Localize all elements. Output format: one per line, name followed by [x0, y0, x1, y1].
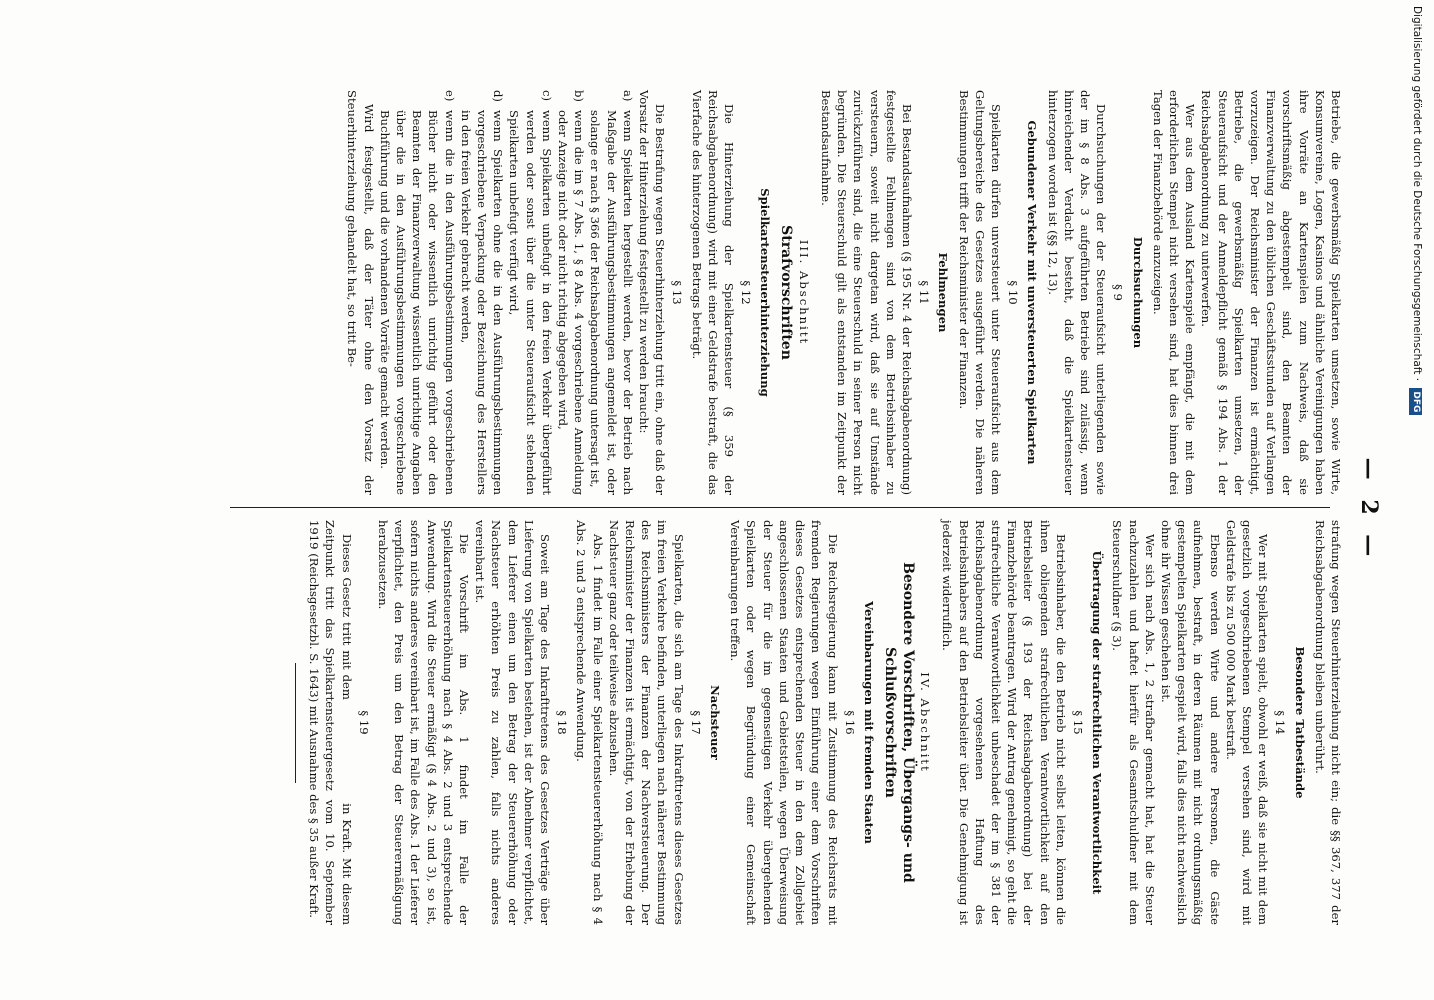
paragraph: Bei Bestandsaufnahmen (§ 195 Nr. 4 der Reichsabgabenordnung) festgestellte Fehlmengen sind von dem Betriebsinhaber zu versteuern, soweit nicht dargetan wird, daß sie auf Umstände zurückzuführen sind, die eine Steuerschuld in seiner Person nicht begründen. Die Steuerschuld gilt als entstanden im Zeitpunkt der Bestandsaufnahme. [818, 90, 914, 495]
section-number: § 9 [1111, 284, 1126, 301]
column-divider [230, 507, 1330, 508]
section-number: § 13 [670, 280, 685, 305]
heading-nachsteuer: Nachsteuer [708, 685, 723, 760]
list-text: wenn Spielkarten hergestellt werden, bevor der Betrieb nach Maßgabe der Ausführungsbestimmungen angemeldet ist, oder solange er nach § 366 der Reichsabgabenordnung untersagt ist, [588, 110, 635, 495]
heading-durchsuchungen: Durchsuchungen [1130, 236, 1145, 349]
section-number: § 16 [842, 710, 857, 735]
list-text: wenn die in den Ausführungsbestimmungen vorgeschriebenen Bücher nicht oder wissentlich unrichtig geführt oder den Beamten der Finanzverwaltung wissentlich unrichtige Angaben über die in den Ausführungsbestimmungen vorgeschriebene Buchführung und die vorhandenen Vorräte gemacht werden. [377, 110, 457, 495]
paragraph: strafung wegen Steuerhinterziehung nicht ein; die §§ 367, 377 der Reichsabgabenordnung bleiben unberührt. [1312, 520, 1343, 925]
heading-gebundener-verkehr: Gebundener Verkehr mit unversteuerten Spielkarten [1025, 120, 1040, 465]
list-label: c) [539, 90, 554, 102]
paragraph: Die Hinterziehung der Spielkartensteuer (§ 359 der Reichsabgabenordnung) wird mit einer Geldstrafe bestraft, die das Vierfache des hinterzogenen Betrags beträgt. [689, 90, 737, 495]
paragraph: Abs. 1 findet im Falle einer Spielkartensteuererhöhung nach § 4 Abs. 2 und 3 entsprechende Anwendung. [574, 520, 605, 925]
section-number: § 10 [1006, 280, 1021, 305]
section-number: § 11 [917, 280, 932, 305]
section-number: § 12 [739, 280, 754, 305]
dfg-logo: DFG [1409, 388, 1422, 415]
heading-hinterziehung: Spielkartensteuerhinterziehung [758, 188, 773, 397]
credit-text-line: Digitalisierung gefördert durch die Deutsche Forschungsgemeinschaft · DFG [1408, 6, 1426, 994]
list-label: b) [572, 90, 587, 102]
section-number: § 19 [356, 710, 371, 735]
rotated-page-content [80, 90, 1390, 930]
list-item [458, 90, 507, 495]
heading-vereinbarungen: Vereinbarungen mit fremden Staaten [861, 601, 876, 844]
paragraph: Die Bestrafung wegen Steuerhinterziehung tritt ein, ohne daß der Vorsatz der Hinterziehung festgestellt zu werden braucht: [637, 90, 668, 495]
list-item [587, 90, 636, 495]
paragraph: Ebenso werden Wirte und andere Personen, die Gäste aufnehmen, bestraft, in deren Räumen mit nicht ordnungsmäßig gestempelten Spielkarten gespielt wird, falls dies nicht nachweislich ohne ihr Wissen geschehen ist. [1158, 520, 1222, 925]
list-text: wenn Spielkarten ohne die in den Ausführungsbestimmungen vorgeschriebene Verpackung oder Bezeichnung des Herstellers in den freien Verkehr gebracht werden, [458, 110, 506, 495]
end-rule [295, 663, 296, 783]
paragraph: Durchsuchungen der der Steueraufsicht unterliegenden sowie der im § 8 Abs. 3 aufgeführten Betriebe sind zulässig, wenn hinreichender Verdacht besteht, daß die Spielkartensteuer hinterzogen worden ist (§§ 12, 13). [1045, 90, 1109, 495]
heading-strafvorschriften: Strafvorschriften [778, 225, 795, 360]
abschnitt-label: IV. Abschnitt [918, 672, 933, 773]
list-text: wenn Spielkarten unbefugt in den freien Verkehr übergeführt werden oder sonst über die unter Steueraufsicht stehenden Spielkarten unbefugt verfügt wird, [507, 110, 554, 495]
left-column [82, 90, 1344, 495]
paragraph: Wird festgestellt, daß der Täter ohne den Vorsatz der Steuerhinterziehung gehandelt hat, so tritt Be- [345, 90, 376, 495]
list-item [377, 90, 458, 495]
paragraph: Betriebe, die gewerbsmäßig Spielkarten umsetzen, sowie Wirte, Konsumvereine, Logen, Kasinos und ähnliche Vereinigungen haben ihre Vorräte an Kartenspielen zum Nachweis, daß sie vorschriftsmäßig abgestempelt sind, den Beamten der Finanzverwaltung zu den üblichen Geschäftsstunden auf Verlangen vorzuzeigen. Der Reichsminister der Finanzen ist ermächtigt, Betriebe, die gewerbsmäßig Spielkarten umsetzen, der Steueraufsicht und der Anmeldepflicht gemäß § 194 Abs. 1 der Reichsabgabenordnung zu unterwerfen. [1199, 90, 1343, 495]
paragraph: Spielkarten, die sich am Tage des Inkrafttretens dieses Gesetzes im freien Verkehre befinden, unterliegen nach näherer Bestimmung des Reichsministers der Finanzen der Nachversteuerung. Der Reichsminister der Finanzen ist ermächtigt, von der Erhebung der Nachsteuer ganz oder teilweise abzusehen. [606, 520, 686, 925]
paragraph: Dieses Gesetz tritt mit dem in Kraft. Mit diesem Zeitpunkt tritt das Spielkartensteuergesetz vom 10. September 1919 (Reichsgesetzbl. S. 1643) mit Ausnahme des § 35 außer Kraft. [307, 520, 354, 929]
paragraph: Wer sich nach Abs. 1, 2 strafbar gemacht hat, hat die Steuer nachzuzahlen und haftet hierfür als Gesamtschuldner mit dem Steuerschuldner (§ 3). [1110, 520, 1157, 925]
section-number: § 15 [1070, 710, 1085, 735]
section-number: § 17 [688, 710, 703, 735]
paragraph: Wer aus dem Ausland Kartenspiele empfängt, die mit dem erforderlichen Stempel nicht versehen sind, hat dies binnen drei Tagen der Finanzbehörde anzuzeigen. [1150, 90, 1198, 495]
section-number: § 18 [555, 710, 570, 735]
heading-uebertragung: Übertragung der strafrechtlichen Verantwortlichkeit [1090, 550, 1105, 895]
paragraph: Soweit am Tage des Inkrafttretens des Gesetzes Verträge über Lieferung von Spielkarten bestehen, ist der Abnehmer verpflichtet, dem Lieferer einen um den Betrag der Steuererhöhung oder Nachsteuer erhöhten Preis zu zahlen, falls nichts anderes vereinbart ist. [473, 520, 553, 925]
paragraph: Die Vorschrift im Abs. 1 findet im Falle der Spielkartensteuererhöhung nach § 4 Abs. 2 und 3 entsprechende Anwendung. Wird die Steuer ermäßigt (§ 4 Abs. 2 und 3), so ist, sofern nichts anderes vereinbart ist, im Falle des Abs. 1 der Lieferer verpflichtet, den Preis um den Betrag der Steuerermäßigung herabzusetzen. [376, 520, 472, 925]
list-label: a) [620, 90, 635, 102]
list-label: d) [491, 90, 506, 102]
page-number: — 2 — [1356, 457, 1382, 563]
paragraph: Die Reichsregierung kann mit Zustimmung des Reichsrats mit fremden Regierungen wegen Einführung einer dem Vorschriften dieses Gesetzes entsprechenden Steuer in den dem Zollgebiet angeschlossenen Staaten und Gebietsteilen, wegen Überweisung der Steuer für die im gegenseitigen Verkehr übergehenden Spielkarten oder wegen Begründung einer Gemeinschaft Vereinbarungen treffen. [728, 520, 840, 925]
list-item [506, 90, 555, 495]
heading-fehlmengen: Fehlmengen [936, 252, 951, 333]
section-number: § 14 [1273, 710, 1288, 735]
digitization-credit [1411, 6, 1429, 994]
credit-text: Digitalisierung gefördert durch die Deutsche Forschungsgemeinschaft [1411, 6, 1423, 375]
paragraph: Betriebsinhaber, die den Betrieb nicht selbst leiten, können die ihnen obliegenden strafrechtlichen Verantwortlichkeit auf den Betriebsleiter (§ 193 der Reichsabgabenordnung) bei der Finanzbehörde beantragen. Wird der Antrag genehmigt, so geht die strafrechtliche Verantwortlichkeit unbeschadet der im § 381 der Reichsabgabenordnung vorgesehenen Haftung des Betriebsinhabers auf den Betriebsleiter über. Die Genehmigung ist jederzeit widerruflich. [940, 520, 1068, 925]
list-text: wenn die im § 7 Abs. 1, § 8 Abs. 4 vorgeschriebene Anmeldung oder Anzeige nicht oder nicht richtig abgegeben wird, [556, 110, 587, 495]
list-item [555, 90, 587, 495]
abschnitt-label: III. Abschnitt [796, 239, 811, 346]
right-column [82, 520, 1344, 929]
heading-besondere-vorschriften: Besondere Vorschriften, Übergangs- und Schlußvorschriften [881, 562, 916, 883]
paragraph: Wer mit Spielkarten spielt, obwohl er weiß, daß sie nicht mit dem gesetzlich vorgeschriebenen Stempel versehen sind, wird mit Geldstrafe bis zu 500 000 Mark bestraft. [1223, 520, 1271, 925]
list-label: e) [442, 90, 457, 102]
heading-besondere-tatbestaende: Besondere Tatbestände [1292, 646, 1307, 799]
paragraph: Spielkarten dürfen unversteuert unter Steueraufsicht aus dem Geltungsbereiche des Gesetzes ausgeführt werden. Die näheren Bestimmungen trifft der Reichsminister der Finanzen. [956, 90, 1003, 495]
